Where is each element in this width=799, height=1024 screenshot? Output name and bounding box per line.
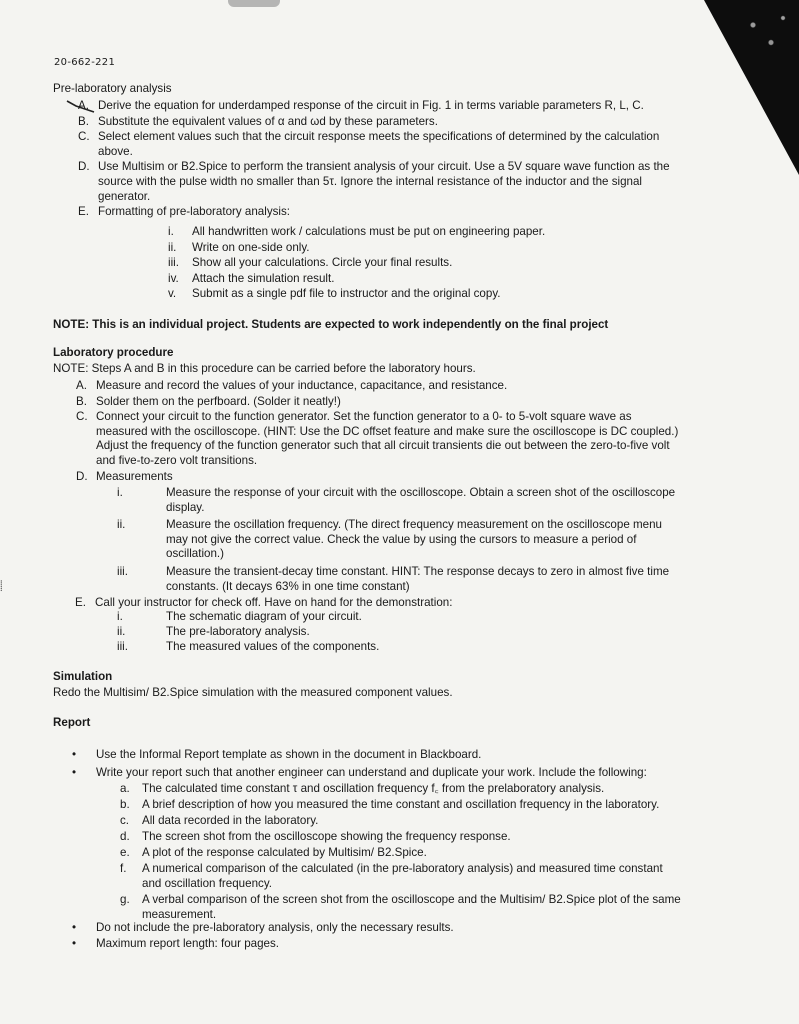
measurement-item-text: Measure the oscillation frequency. (The direct frequency measurement on the oscilloscope menu — [166, 518, 662, 532]
lab-note: NOTE: Steps A and B in this procedure can be carried before the laboratory hours. — [53, 362, 476, 375]
lab-heading: Laboratory procedure — [53, 346, 174, 359]
prelab-item-label: D. — [78, 160, 90, 174]
margin-mark: ⸽ — [0, 581, 3, 592]
format-item-text: Submit as a single pdf file to instructor and the original copy. — [192, 287, 501, 301]
checkoff-item-label: ii. — [117, 624, 126, 638]
lab-item-label: B. — [76, 394, 87, 408]
measurement-item-label: iii. — [117, 565, 128, 578]
report-sub-item-text: The screen shot from the oscilloscope showing the frequency response. — [142, 830, 511, 843]
checkoff-item-label: i. — [117, 610, 123, 623]
report-sub-item-text: and oscillation frequency. — [142, 876, 272, 890]
format-item-text: All handwritten work / calculations must be put on engineering paper. — [192, 225, 546, 238]
report-bullet-4-text: Maximum report length: four pages. — [96, 937, 280, 950]
report-sub-item-text: A brief description of how you measured the time constant and oscillation frequency in the laboratory. — [142, 798, 660, 811]
format-item-label: ii. — [168, 240, 177, 254]
prelab-item-text: Substitute the equivalent values of α and ωd by these parameters. — [98, 114, 438, 128]
format-item-text: Write on one-side only. — [192, 240, 310, 254]
prelab-item-text: Formatting of pre-laboratory analysis: — [98, 205, 291, 219]
lab-item-e-text: Call your instructor for check off. Have on hand for the demonstration: — [95, 596, 453, 609]
format-item-label: iv. — [168, 271, 179, 285]
bullet-icon: • — [72, 748, 77, 761]
prelab-item-text: Select element values such that the circuit response meets the specifications of determined by the calculation — [98, 130, 660, 144]
prelab-item-label: B. — [78, 114, 89, 128]
lab-item-text: Measure and record the values of your inductance, capacitance, and resistance. — [96, 379, 508, 392]
bullet-icon: • — [72, 937, 77, 950]
report-sub-item-label: d. — [120, 830, 130, 843]
prelab-item-label: A. — [78, 99, 89, 112]
format-item-text: Attach the simulation result. — [192, 271, 335, 285]
measurement-item-text: display. — [166, 500, 205, 514]
report-sub-item-text: A verbal comparison of the screen shot from the oscilloscope and the Multisim/ B2.Spice plot of the same — [142, 892, 681, 906]
measurement-item-text: Measure the transient-decay time constant. HINT: The response decays to zero in almost five time — [166, 565, 670, 578]
report-sub-item-label: e. — [120, 846, 130, 859]
report-bullet-1-text: Use the Informal Report template as shown in the document in Blackboard. — [96, 748, 482, 761]
measurement-item-text: oscillation.) — [166, 547, 224, 561]
prelab-item-text: Derive the equation for underdamped response of the circuit in Fig. 1 in terms variable parameters R, L, C. — [98, 99, 644, 112]
prelab-heading: Pre-laboratory analysis — [53, 82, 172, 95]
document-id: 20-662-221 — [54, 57, 116, 68]
lab-item-text: Connect your circuit to the function generator. Set the function generator to a 0- to 5-volt square wave as — [96, 410, 632, 424]
bullet-icon: • — [72, 766, 77, 779]
report-sub-item-text: A numerical comparison of the calculated (in the pre-laboratory analysis) and measured time constant — [142, 862, 663, 875]
scan-smudge — [228, 0, 280, 7]
format-item-label: i. — [168, 225, 174, 238]
prelab-item-label: C. — [78, 130, 90, 144]
bullet-icon: • — [72, 921, 77, 934]
lab-item-e-label: E. — [75, 596, 86, 609]
report-sub-item-text: The calculated time constant τ and oscillation frequency f꜀ from the prelaboratory analysis. — [142, 782, 605, 795]
measurement-item-text: constants. (It decays 63% in one time constant) — [166, 579, 410, 593]
checkoff-item-text: The measured values of the components. — [166, 639, 380, 653]
prelab-item-text: generator. — [98, 189, 151, 203]
measurement-item-label: i. — [117, 486, 123, 499]
report-bullet-3-text: Do not include the pre-laboratory analysis, only the necessary results. — [96, 921, 454, 934]
prelab-item-text: source with the pulse width no smaller than 5τ. Ignore the internal resistance of the inductor and the signal — [98, 174, 643, 188]
simulation-heading: Simulation — [53, 670, 113, 683]
lab-item-label: A. — [76, 379, 87, 392]
lab-item-text: measured with the oscilloscope. (HINT: Use the DC offset feature and make sure the oscilloscope is DC coupled.) — [96, 424, 679, 438]
format-item-label: v. — [168, 287, 177, 301]
individual-project-note: NOTE: This is an individual project. Students are expected to work independently on the final project — [53, 318, 609, 331]
report-sub-item-label: g. — [120, 892, 130, 906]
report-heading: Report — [53, 716, 91, 729]
measurement-item-label: ii. — [117, 518, 126, 532]
lab-item-text: and five-to-zero volt transitions. — [96, 453, 258, 467]
report-sub-item-label: b. — [120, 798, 130, 811]
format-item-text: Show all your calculations. Circle your final results. — [192, 256, 453, 270]
measurement-item-text: Measure the response of your circuit with the oscilloscope. Obtain a screen shot of the oscilloscope — [166, 486, 676, 499]
lab-item-text: Solder them on the perfboard. (Solder it neatly!) — [96, 394, 341, 408]
report-sub-item-text: measurement. — [142, 907, 217, 921]
report-sub-item-text: All data recorded in the laboratory. — [142, 814, 319, 827]
report-sub-item-label: a. — [120, 782, 130, 795]
lab-item-label: D. — [76, 469, 88, 483]
format-item-label: iii. — [168, 256, 179, 270]
scan-noise — [735, 4, 795, 74]
lab-item-text: Adjust the frequency of the function generator such that all circuit transients die out between the zero-to-five volt — [96, 439, 670, 453]
checkoff-item-text: The pre-laboratory analysis. — [166, 624, 310, 638]
prelab-item-text: Use Multisim or B2.Spice to perform the transient analysis of your circuit. Use a 5V square wave function as the — [98, 160, 670, 174]
lab-item-text: Measurements — [96, 469, 173, 483]
checkoff-item-label: iii. — [117, 639, 128, 653]
checkoff-item-text: The schematic diagram of your circuit. — [166, 610, 362, 623]
prelab-item-text: above. — [98, 144, 133, 158]
report-sub-item-text: A plot of the response calculated by Multisim/ B2.Spice. — [142, 846, 427, 859]
measurement-item-text: may not give the correct value. Check the value by using the cursors to measure a period of — [166, 532, 637, 546]
lab-item-label: C. — [76, 410, 88, 424]
report-sub-item-label: c. — [120, 814, 130, 827]
report-bullet-2-text: Write your report such that another engineer can understand and duplicate your work. Include the following: — [96, 766, 647, 779]
report-sub-item-label: f. — [120, 862, 127, 875]
prelab-item-label: E. — [78, 205, 89, 219]
simulation-text: Redo the Multisim/ B2.Spice simulation with the measured component values. — [53, 686, 453, 699]
